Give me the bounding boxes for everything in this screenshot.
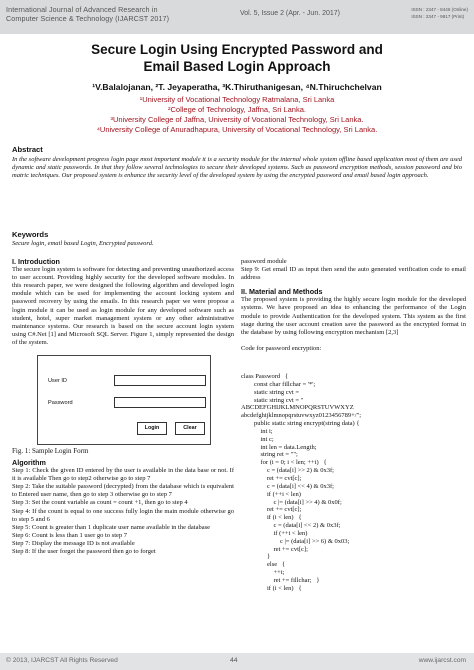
code-line: ret += cvt[c]; (241, 506, 302, 514)
algorithm-continued: password module (241, 258, 287, 265)
volume-issue: Vol. 5, Issue 2 (Apr. - Jun. 2017) (240, 10, 340, 17)
right-column (241, 258, 466, 353)
algorithm-step: Step 8: If the user forget the password then go to forget (12, 548, 156, 556)
clear-button: Clear (175, 422, 205, 435)
abstract-heading: Abstract (12, 145, 43, 154)
algorithm-step: Step 1: Check the given ID entered by the user is available in the data base or not. If it is available Then go to step2 otherwise go to step 7 (12, 467, 234, 483)
journal-name-line2: Computer Science & Technology (IJARCST 2017) (6, 14, 170, 23)
algorithm-step: Step 2: Take the suitable password (decrypted) from the database which is equivalent to Entered user name, then go to step 3 otherwise go to step 7 (12, 483, 234, 499)
affiliation-1: ¹University of Vocational Technology Ratmalana, Sri Lanka (139, 95, 335, 104)
abstract-text: In the software development progress login page most important module it is a security module for the internal whole system offline based application most of them are used dynamic and static passwords. In that they follow several technologies to secure their developed systems. Such as password encryption methods, session password and bio matric techniques. Our proposed system is enhance the security level of the developed system by using the encrypted password and email based login approach. (12, 156, 462, 180)
materials-text: The proposed system is providing the highly secure login module for the developed systems. We have proposed an idea to enhancing the performance of the Login module to provide Authentication for the developed system. This system as the first stage during the user account creation save the password as the encrypted format in the database by using following encryption mechanism [2,3] (241, 296, 466, 336)
affiliation-4: ⁴University College of Anuradhapura, University of Vocational Technology, Sri Lanka. (96, 125, 378, 134)
paper-title-line2: Email Based Login Approach (143, 59, 331, 74)
user-id-label: User ID (48, 378, 67, 384)
issn-print: ISSN : 2347 - 9817 (Print) (411, 14, 465, 19)
introduction-heading: I. Introduction (12, 257, 60, 266)
user-id-input (114, 375, 206, 386)
code-line: ret += cvt[c]; (241, 474, 302, 482)
journal-name-line1: International Journal of Advanced Research in (6, 5, 158, 14)
materials-heading: II. Material and Methods (241, 287, 323, 297)
algorithm-section (12, 459, 234, 556)
affiliation-3: ³University College of Jaffna, University of Vocational Technology, Sri Lanka. (110, 115, 364, 124)
page-number: 44 (230, 657, 238, 664)
code-line: if (i < len) { (241, 584, 302, 592)
code-line: int c; (241, 435, 274, 443)
login-button: Login (137, 422, 167, 435)
code-line: string ret = ""; (241, 451, 298, 459)
code-line: c = (data[i] >> 2) & 0x3f; (241, 467, 334, 475)
issn-online: ISSN : 2347 - 8446 (Online) (411, 7, 468, 12)
code-line: } (241, 553, 271, 561)
algorithm-heading: Algorithm (12, 458, 46, 467)
code-line: else { (241, 561, 286, 569)
algorithm-step-9: Step 9: Get email ID as input then send the auto generated verification code to email address (241, 266, 466, 282)
code-line: c = (data[i] << 2) & 0x3f; (241, 522, 341, 530)
code-line: c |= (data[i] >> 6) & 0x03; (241, 537, 350, 545)
code-line: public static string encrypt(string data) { (241, 420, 360, 428)
journal-website: www.ijarcst.com (418, 657, 466, 664)
algorithm-step: Step 7: Display the message ID is not available (12, 539, 135, 547)
keywords-text: Secure login, email based Login, Encrypted password. (12, 240, 154, 247)
code-line: ret += cvt[c]; (241, 545, 308, 553)
password-label: Password (48, 400, 73, 406)
code-line: if (++i < len) (241, 490, 301, 498)
keywords-heading: Keywords (12, 230, 49, 239)
code-line: c |= (data[i] >> 4) & 0x0f; (241, 498, 342, 506)
password-input (114, 397, 206, 408)
code-line: class Password { (241, 373, 289, 380)
algorithm-step: Step 6: Count is less than 1 user go to step 7 (12, 531, 128, 539)
introduction-section (12, 258, 234, 347)
code-line: abcdefghijklmnopqrstuvwxyz0123456789+/"; (241, 412, 362, 420)
paper-title-line1: Secure Login Using Encrypted Password and (91, 42, 383, 57)
code-line: static string cvt = (241, 388, 300, 396)
sample-login-form (37, 355, 211, 445)
author-list: ¹V.Balalojanan, ²T. Jeyaperatha, ³K.Thiruthanigesan, ⁴N.Thiruchchelvan (92, 82, 382, 92)
code-line: int i; (241, 427, 273, 435)
code-heading: Code for password encryption: (241, 344, 322, 352)
code-line: const char fillchar = '*'; (241, 380, 316, 388)
algorithm-step: Step 5: Count is greater than 1 duplicate user name available in the database (12, 523, 211, 531)
code-line: ret += fillchar; } (241, 576, 320, 584)
code-line: if (++i < len) (241, 529, 308, 537)
code-line: int len = data.Length; (241, 443, 317, 451)
encryption-code-listing (241, 373, 466, 593)
code-line: static string cvt = " (241, 396, 304, 404)
code-line: for (i = 0; i < len; ++i) { (241, 459, 327, 467)
copyright-notice: © 2013, IJARCST All Rights Reserved (6, 657, 118, 664)
journal-name (6, 5, 169, 23)
figure-caption: Fig. 1: Sample Login Form (12, 447, 89, 455)
code-line: c = (data[i] << 4) & 0x3f; (241, 482, 334, 490)
code-line: ABCDEFGHIJKLMNOPQRSTUVWXYZ (241, 404, 354, 412)
algorithm-step: Step 4: If the count is equal to one success fully login the main module otherwise go to step 5 and 6 (12, 507, 234, 523)
algorithm-step: Step 3: Set the count variable as count = count +1, then go to step 4 (12, 499, 188, 507)
paper-title (0, 41, 474, 75)
code-line: if (i < len) { (241, 514, 302, 522)
issn-block (411, 6, 468, 20)
code-line: ++i; (241, 569, 285, 577)
affiliation-2: ²College of Technology, Jaffna, Sri Lanka. (167, 105, 306, 114)
introduction-text: The secure login system is software for detecting and preventing unauthorized access to user account. Providing highly security for the developed software modules. In this research paper, we were designed the following algorithm and developed login module which can be used for implementing the account locking system and password recovery by using the emails. In this research paper we were propose a login module it can be used as login module for any developed software such as student, hotel, super market management system or any other administrative maintenance systems. Our research is based on the secure account login system using C#.Net [1] and Microsoft SQL Server. Figure 1, simply represented the design of the system. (12, 266, 234, 346)
